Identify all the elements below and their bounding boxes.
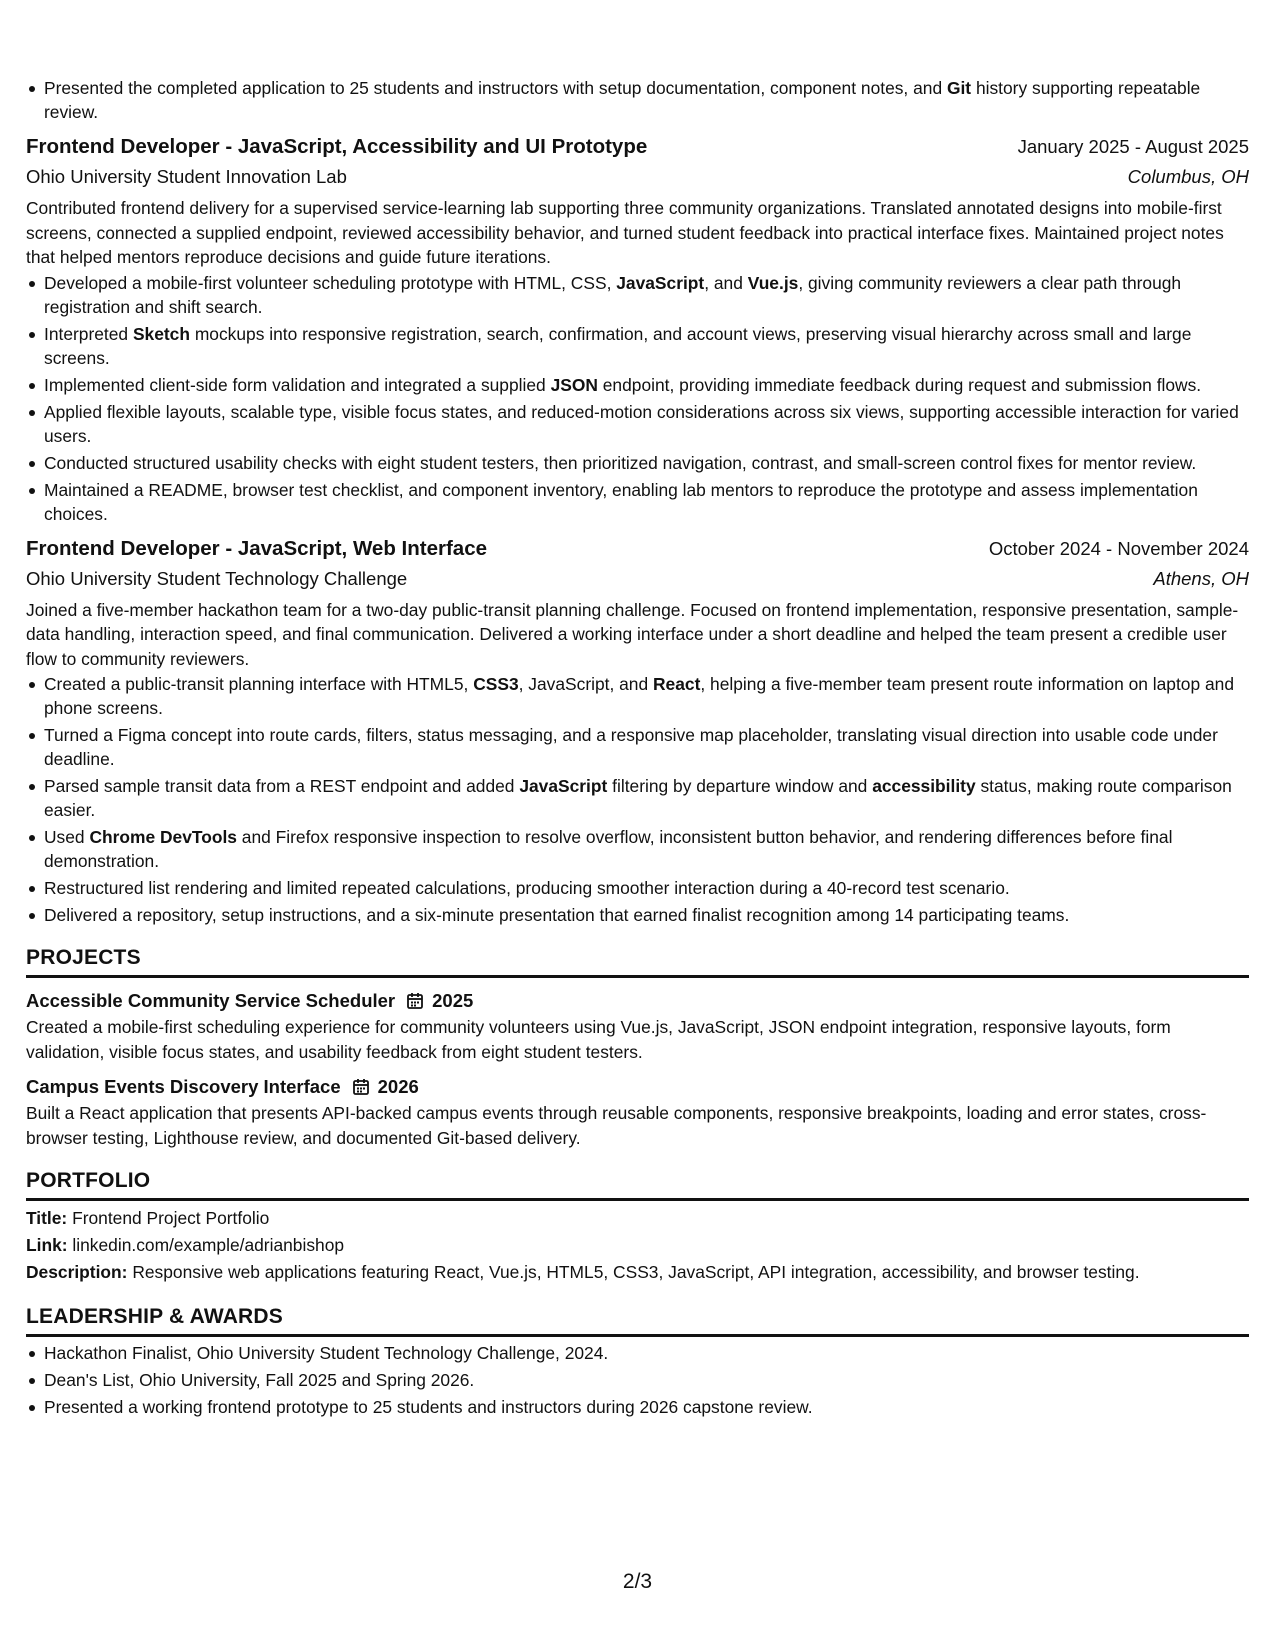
list-item: Restructured list rendering and limited repeated calculations, producing smoother interaction during a 40-record test scenario. — [26, 876, 1249, 900]
portfolio-link-row — [26, 1232, 1249, 1259]
skill-keyword: JSON — [550, 374, 598, 395]
project-entry — [26, 987, 1249, 1064]
skill-keyword: CSS3 — [473, 674, 519, 694]
list-item: Developed a mobile-first volunteer scheduling prototype with HTML, CSS, JavaScript, and Vue.js, giving community reviewers a clear path through registration and shift search. — [26, 271, 1249, 319]
job-location: Athens, OH — [1153, 567, 1249, 589]
project-entry — [26, 1073, 1249, 1150]
skill-keyword: Sketch — [132, 323, 190, 344]
portfolio-description-label: Description: — [26, 1262, 128, 1282]
job-description: Contributed frontend delivery for a supervised service-learning lab supporting three community organizations. Translated annotated designs into mobile-first screens, connected a supplied endpoint, reviewed accessibility behavior, and turned student feedback into practical interface fixes. Maintained project notes that helped mentors reproduce decisions and guide future iterations. — [26, 198, 1224, 267]
list-item: Presented a working frontend prototype to 25 students and instructors during 2026 capstone review. — [26, 1395, 1249, 1419]
project-name: Accessible Community Service Scheduler — [26, 990, 396, 1011]
skill-keyword: Vue.js — [747, 272, 799, 293]
project-year: 2026 — [377, 1076, 419, 1097]
calendar-icon — [406, 992, 424, 1010]
list-item: Created a public-transit planning interface with HTML5, CSS3, JavaScript, and React, helping a five-member team present route information on laptop and phone screens. — [26, 672, 1249, 720]
list-item: Conducted structured usability checks with eight student testers, then prioritized navigation, contrast, and small-screen control fixes for mentor review. — [26, 451, 1249, 475]
job-organization: Ohio University Student Technology Challenge — [26, 567, 408, 589]
project-name: Campus Events Discovery Interface — [26, 1076, 341, 1097]
section-title-leadership: LEADERSHIP & AWARDS — [26, 1302, 1249, 1337]
list-item: Used Chrome DevTools and Firefox responsive inspection to resolve overflow, inconsistent button behavior, and rendering differences before final demonstration. — [26, 825, 1249, 873]
skill-keyword: accessibility — [872, 776, 976, 796]
portfolio-link-label: Link: — [26, 1235, 68, 1255]
list-item: Delivered a repository, setup instructions, and a six-minute presentation that earned finalist recognition among 14 participating teams. — [26, 903, 1249, 927]
project-description: Created a mobile-first scheduling experience for community volunteers using Vue.js, JavaScript, JSON endpoint integration, responsive layouts, form validation, visible focus states, and usability feedback from eight student testers. — [26, 1017, 1171, 1062]
skill-keyword: JavaScript — [519, 776, 608, 796]
resume-page — [26, 76, 1249, 1422]
job-title: Frontend Developer - JavaScript, Web Interface — [26, 536, 487, 560]
portfolio-title-value: Frontend Project Portfolio — [72, 1208, 270, 1228]
job-title: Frontend Developer - JavaScript, Accessibility and UI Prototype — [26, 135, 648, 158]
project-year: 2025 — [432, 990, 474, 1011]
page-number: 2/3 — [622, 1570, 653, 1593]
portfolio-description-value: Responsive web applications featuring React, Vue.js, HTML5, CSS3, JavaScript, API integration, accessibility, and browser testing. — [132, 1262, 1140, 1282]
portfolio-link[interactable]: linkedin.com/example/adrianbishop — [72, 1235, 345, 1255]
list-item: Applied flexible layouts, scalable type, visible focus states, and reduced-motion considerations across six views, supporting accessible interaction for varied users. — [26, 400, 1249, 448]
job-location: Columbus, OH — [1127, 166, 1249, 187]
job-organization: Ohio University Student Innovation Lab — [26, 166, 347, 187]
portfolio-title-row — [26, 1205, 1249, 1232]
list-item: Dean's List, Ohio University, Fall 2025 and Spring 2026. — [26, 1368, 1249, 1392]
leadership-bullets — [26, 1341, 1249, 1419]
job-entry-tech-challenge — [26, 534, 1249, 928]
calendar-icon — [352, 1078, 370, 1096]
list-item: Interpreted Sketch mockups into responsive registration, search, confirmation, and account views, preserving visual hierarchy across small and large screens. — [26, 322, 1249, 370]
section-title-projects: PROJECTS — [26, 943, 1249, 978]
skill-keyword: Chrome DevTools — [89, 827, 237, 847]
carry-over-bullets — [26, 76, 1249, 124]
list-item: Maintained a README, browser test checklist, and component inventory, enabling lab mentors to reproduce the prototype and assess implementation choices. — [26, 478, 1249, 526]
skill-keyword: React — [653, 674, 701, 694]
list-item: Turned a Figma concept into route cards, filters, status messaging, and a responsive map placeholder, translating visual direction into usable code under deadline. — [26, 723, 1249, 771]
job-description: Joined a five-member hackathon team for a two-day public-transit planning challenge. Focused on frontend implementation, responsive presentation, sample-data handling, interaction speed, and final communication. Delivered a working interface under a short deadline and helped the team present a credible user flow to community reviewers. — [26, 599, 1239, 669]
list-item: Presented the completed application to 25 students and instructors with setup documentation, component notes, and Git history supporting repeatable review. — [26, 76, 1249, 124]
list-item: Hackathon Finalist, Ohio University Student Technology Challenge, 2024. — [26, 1341, 1249, 1365]
skill-keyword: Git — [946, 78, 972, 98]
portfolio-title-label: Title: — [26, 1208, 68, 1228]
job-bullets — [26, 271, 1249, 526]
job-dates: January 2025 - August 2025 — [1017, 136, 1249, 157]
job-bullets — [26, 672, 1249, 927]
section-title-portfolio: PORTFOLIO — [26, 1166, 1249, 1201]
job-dates: October 2024 - November 2024 — [988, 537, 1249, 559]
portfolio-description-row — [26, 1259, 1249, 1286]
project-description: Built a React application that presents API-backed campus events through reusable components, responsive breakpoints, loading and error states, cross-browser testing, Lighthouse review, and documented Git-based delivery. — [26, 1103, 1207, 1148]
job-entry-innovation-lab — [26, 132, 1249, 526]
list-item: Parsed sample transit data from a REST endpoint and added JavaScript filtering by departure window and accessibility status, making route comparison easier. — [26, 774, 1249, 822]
skill-keyword: JavaScript — [616, 272, 705, 293]
list-item: Implemented client-side form validation and integrated a supplied JSON endpoint, providing immediate feedback during request and submission flows. — [26, 373, 1249, 397]
